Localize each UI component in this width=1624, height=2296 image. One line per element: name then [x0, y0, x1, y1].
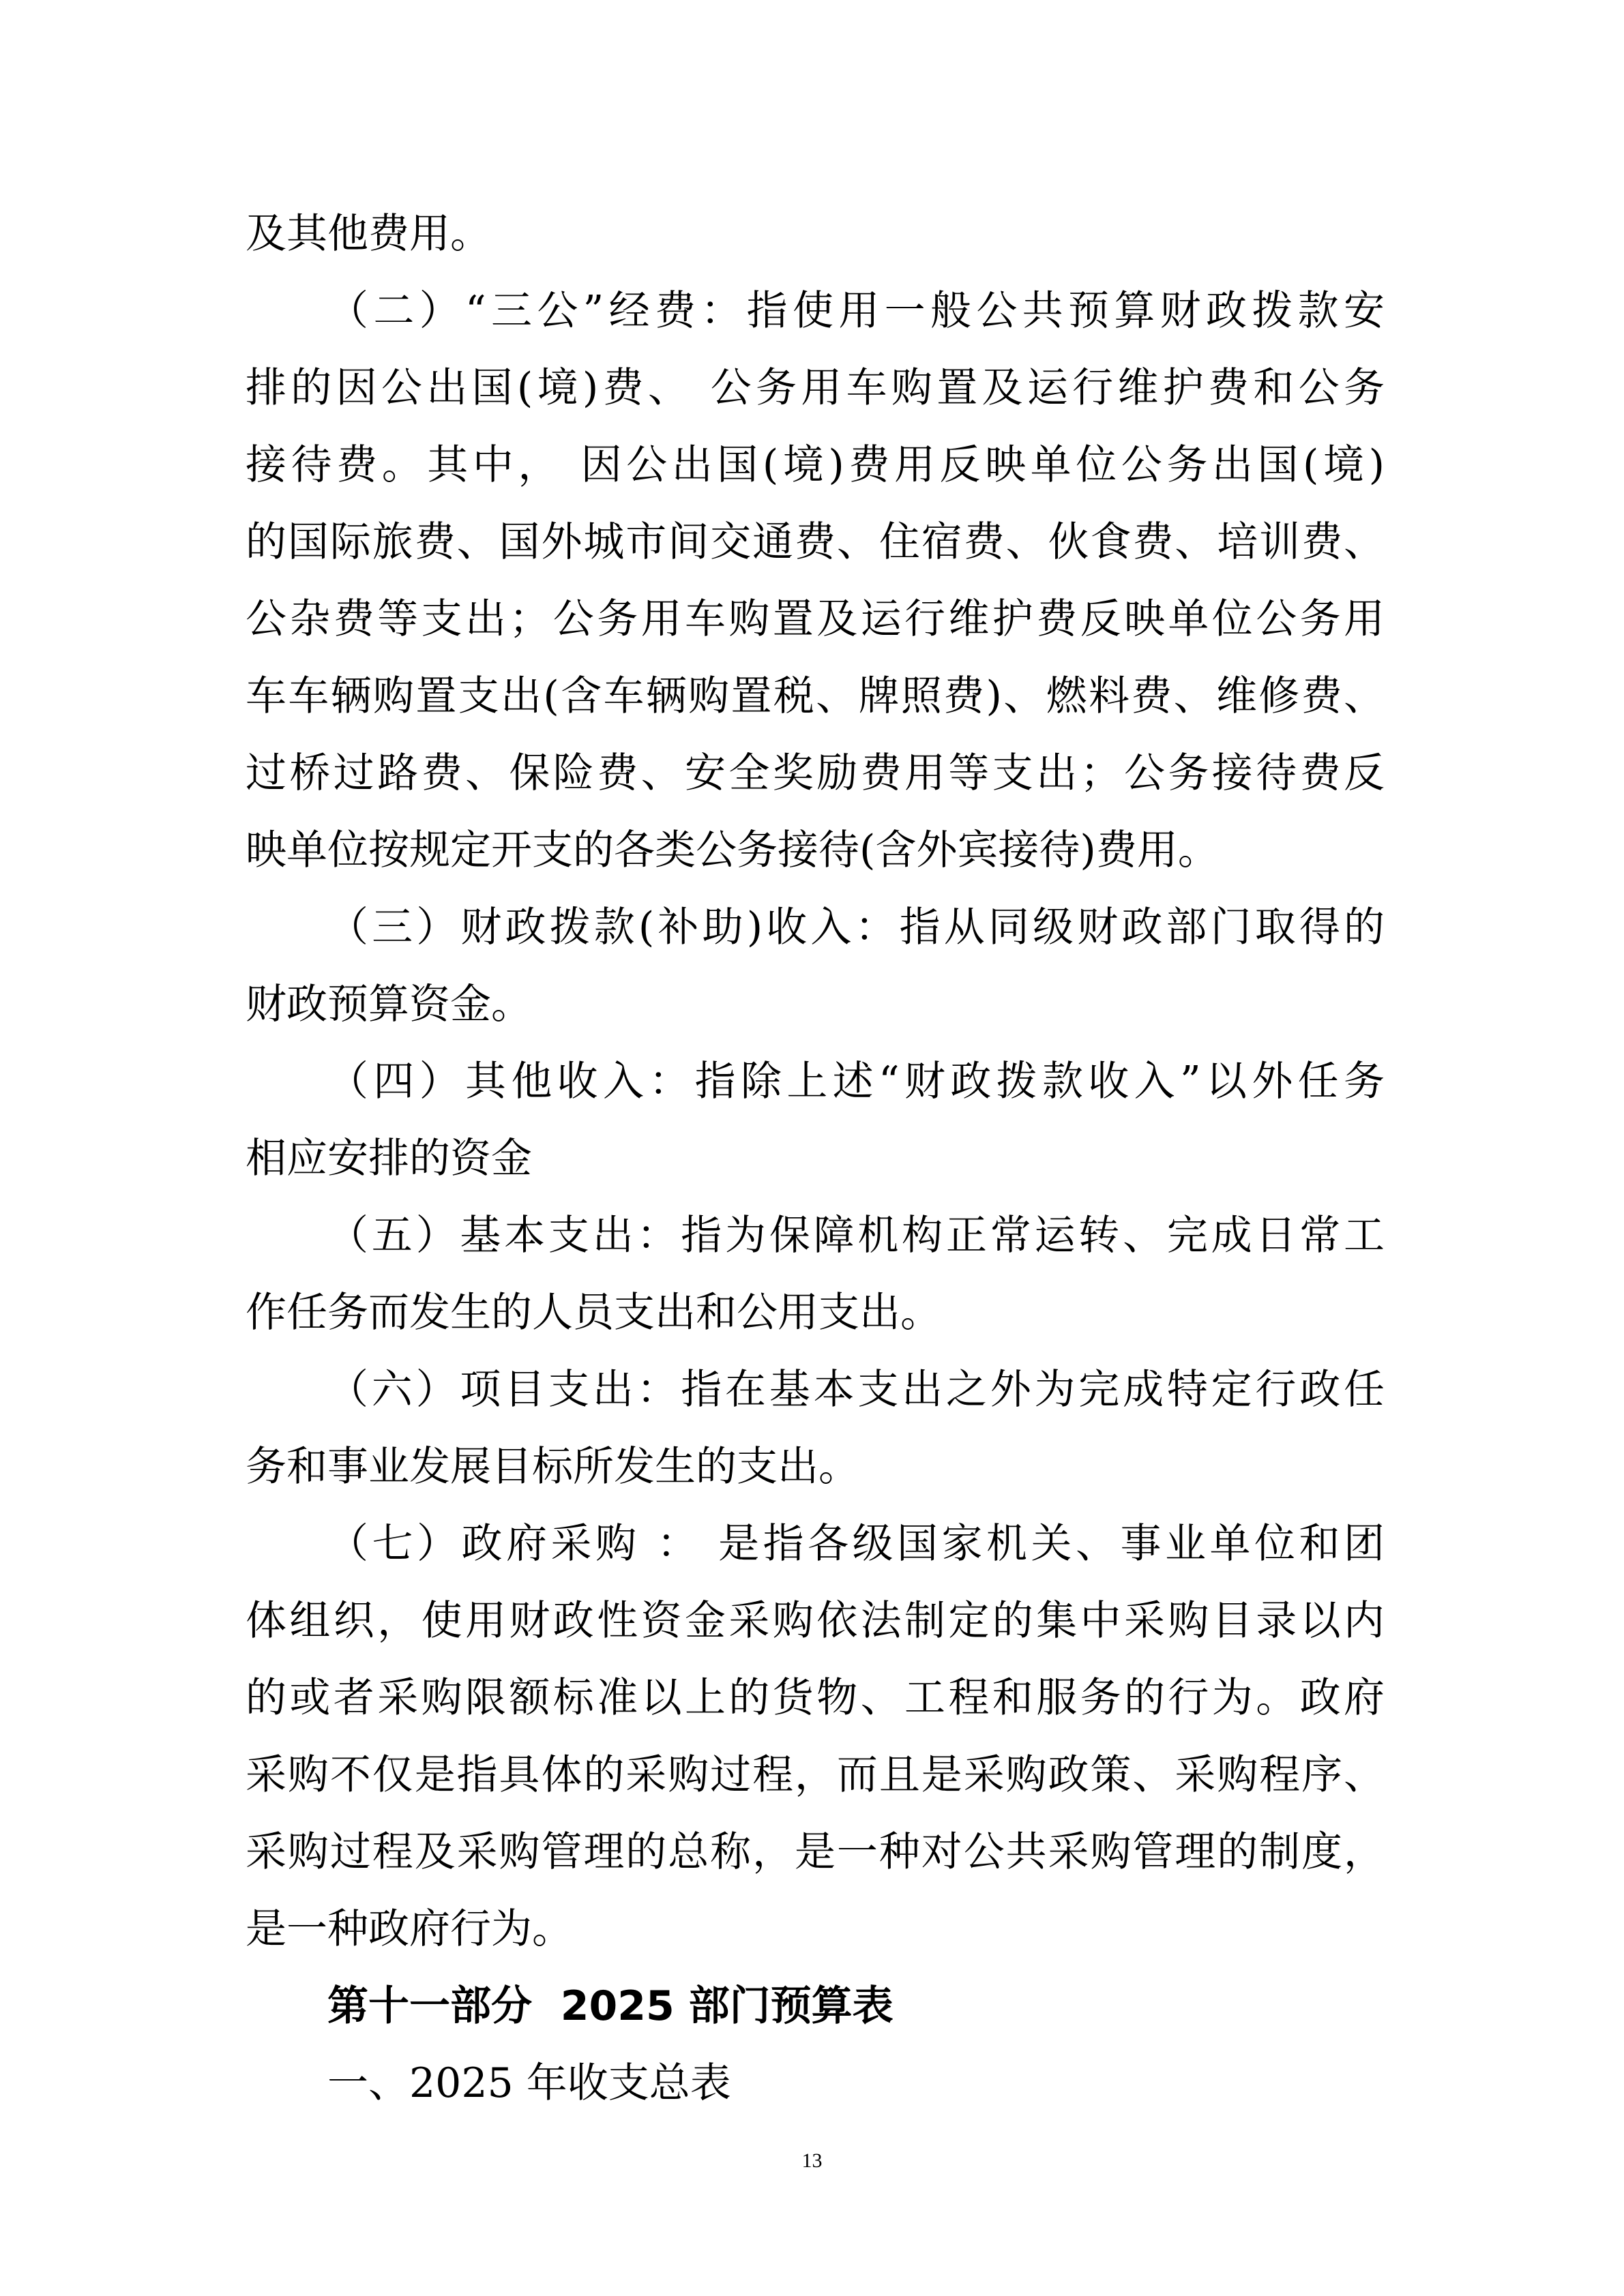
text-line: 车车辆购置支出(含车辆购置税、牌照费)、燃料费、维修费、 — [246, 672, 1385, 720]
text-line: 采购不仅是指具体的采购过程，而且是采购政策、采购程序、 — [246, 1751, 1385, 1799]
text-line: 采购过程及采购管理的总称，是一种对公共采购管理的制度， — [246, 1828, 1385, 1876]
text-line: 作任务而发生的人员支出和公用支出。 — [246, 1289, 941, 1337]
paragraph — [246, 196, 1385, 273]
text-line: 是一种政府行为。 — [246, 1905, 573, 1953]
text-line: 财政预算资金。 — [246, 981, 532, 1028]
text-line: （七）政府采购 ： 是指各级国家机关、事业单位和团 — [327, 1520, 1385, 1568]
text-line: （二）“三公”经费：指使用一般公共预算财政拨款安 — [327, 287, 1385, 335]
body-text — [246, 196, 1385, 2122]
text-line: 的国际旅费、国外城市间交通费、住宿费、伙食费、培训费、 — [246, 518, 1385, 566]
text-line: 排的因公出国(境)费、 公务用车购置及运行维护费和公务 — [246, 364, 1385, 412]
page-number: 13 — [801, 2149, 823, 2172]
paragraph — [246, 1352, 1385, 1506]
paragraph — [246, 273, 1385, 889]
subsection-heading: 一、2025 年收支总表 — [327, 2059, 731, 2107]
text-line: 的或者采购限额标准以上的货物、工程和服务的行为。政府 — [246, 1674, 1385, 1722]
paragraph — [246, 1506, 1385, 1968]
paragraph — [246, 889, 1385, 1043]
text-line: （四）其他收入：指除上述“财政拨款收入”以外任务 — [327, 1058, 1385, 1105]
text-line: 体组织，使用财政性资金采购依法制定的集中采购目录以内 — [246, 1597, 1385, 1645]
paragraph — [246, 1197, 1385, 1352]
text-line: （五）基本支出：指为保障机构正常运转、完成日常工 — [327, 1212, 1385, 1259]
text-line: 过桥过路费、保险费、安全奖励费用等支出；公务接待费反 — [246, 749, 1385, 797]
paragraph — [246, 1043, 1385, 1197]
text-line: （六）项目支出：指在基本支出之外为完成特定行政任 — [327, 1366, 1385, 1414]
text-line: 映单位按规定开支的各类公务接待(含外宾接待)费用。 — [246, 826, 1219, 874]
text-line: （三）财政拨款(补助)收入：指从同级财政部门取得的 — [327, 904, 1385, 951]
text-line: 相应安排的资金 — [246, 1135, 532, 1182]
text-line: 公杂费等支出；公务用车购置及运行维护费反映单位公务用 — [246, 595, 1385, 643]
section-heading: 第十一部分 2025 部门预算表 — [327, 1982, 894, 2030]
text-line: 务和事业发展目标所发生的支出。 — [246, 1443, 859, 1491]
text-line: 接待费。其中， 因公出国(境)费用反映单位公务出国(境) — [246, 441, 1385, 489]
text-line: 及其他费用。 — [246, 210, 491, 258]
